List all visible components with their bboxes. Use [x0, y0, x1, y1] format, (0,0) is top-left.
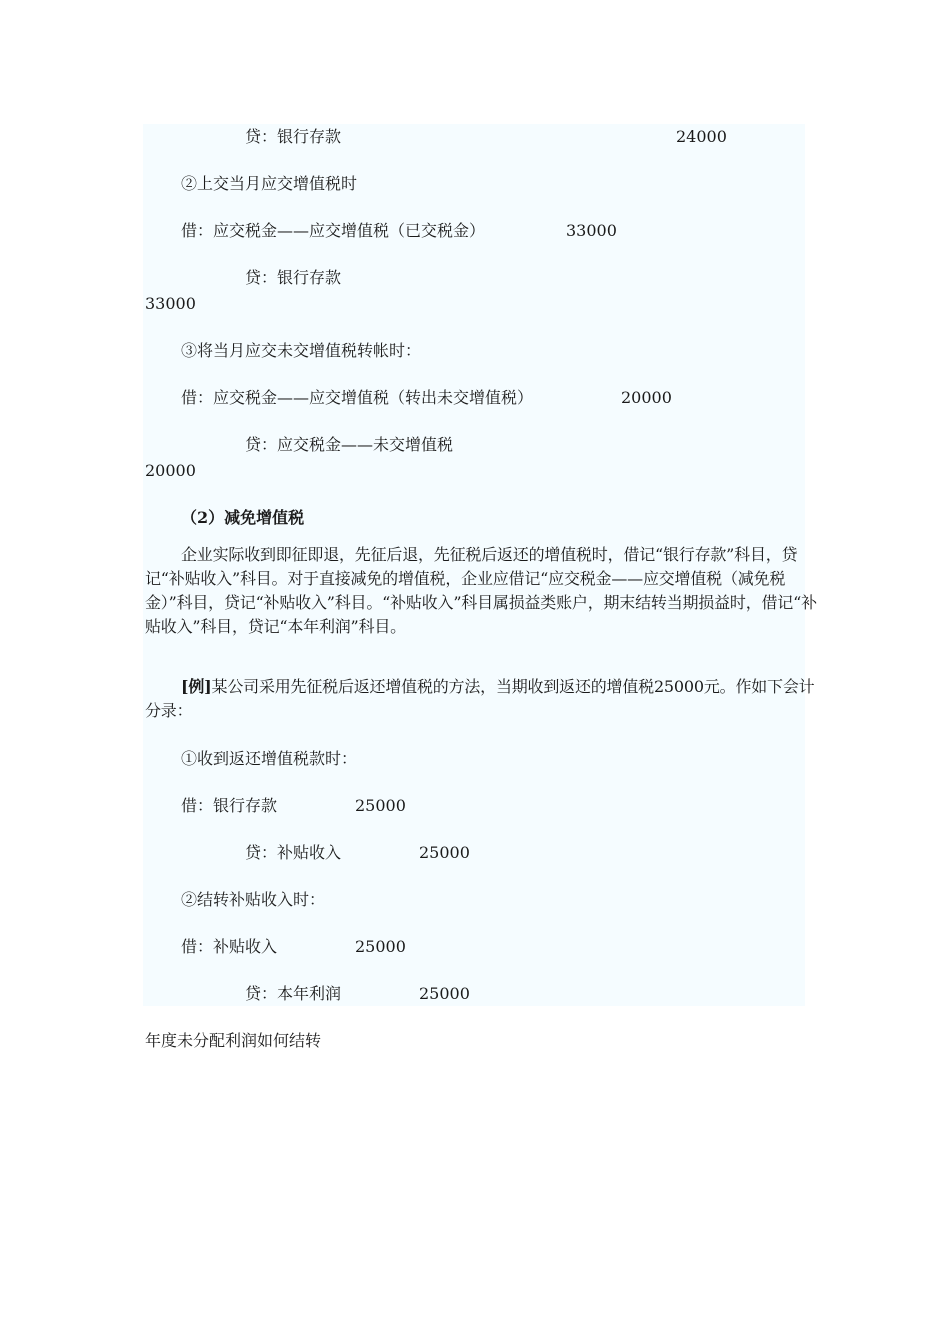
- step-heading: ③将当月应交未交增值税转帐时：: [181, 341, 422, 360]
- entry-credit-amount: 33000: [145, 294, 196, 313]
- entry-credit-label: 贷：应交税金——未交增值税: [245, 435, 454, 454]
- entry-credit-amount: 25000: [419, 984, 470, 1003]
- entry-debit-label: 借：应交税金——应交增值税（转出未交增值税）: [181, 388, 534, 407]
- entry-debit-amount: 20000: [621, 388, 672, 407]
- example-paragraph: [145, 675, 825, 723]
- example-tag: [例]: [181, 677, 212, 696]
- entry-credit-amount: 20000: [145, 461, 196, 480]
- entry-credit-label: 贷：本年利润: [245, 984, 342, 1003]
- step-heading: ②结转补贴收入时：: [181, 890, 326, 909]
- entry-debit-amount: 33000: [566, 221, 617, 240]
- entry-credit-amount: 24000: [676, 127, 727, 146]
- entry-debit-label: 借：应交税金——应交增值税（已交税金）: [181, 221, 486, 240]
- entry-credit-amount: 25000: [419, 843, 470, 862]
- entry-debit-amount: 25000: [355, 937, 406, 956]
- step-heading: ①收到返还增值税款时：: [181, 749, 358, 768]
- entry-credit-label: 贷：银行存款: [245, 268, 342, 287]
- section-heading: （2）减免增值税: [181, 508, 305, 527]
- next-article-title: 年度未分配利润如何结转: [145, 1031, 322, 1050]
- example-text: 某公司采用先征税后返还增值税的方法，当期收到返还的增值税25000元。作如下会计分录：: [145, 677, 815, 720]
- entry-credit-label: 贷：补贴收入: [245, 843, 342, 862]
- entry-debit-amount: 25000: [355, 796, 406, 815]
- entry-credit-label: 贷：银行存款: [245, 127, 342, 146]
- step-heading: ②上交当月应交增值税时: [181, 174, 358, 193]
- entry-debit-label: 借：银行存款: [181, 796, 278, 815]
- entry-debit-label: 借：补贴收入: [181, 937, 278, 956]
- section-paragraph: 企业实际收到即征即退，先征后退，先征税后返还的增值税时，借记“银行存款”科目，贷记“补贴收入”科目。对于直接减免的增值税，企业应借记“应交税金——应交增值税（减免税金）”科目，贷记“补贴收入”科目。“补贴收入”科目属损益类账户，期末结转当期损益时，借记“补贴收入”科目，贷记“本年利润”科目。: [145, 545, 817, 636]
